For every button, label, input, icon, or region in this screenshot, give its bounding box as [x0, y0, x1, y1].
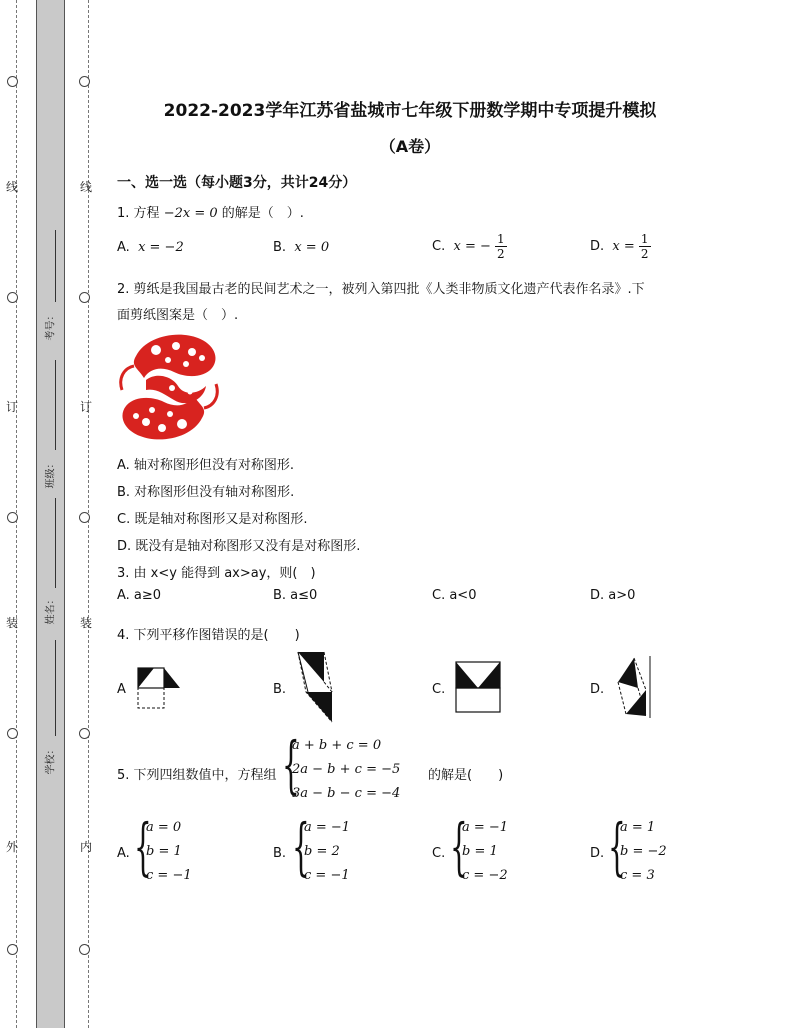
q3-option-c[interactable]: C. a<0: [432, 588, 477, 603]
option-label: C.: [432, 239, 446, 254]
q1-stem-post: 的解是（ ）.: [221, 206, 304, 221]
q1-option-c[interactable]: [432, 232, 507, 261]
equation-system: [292, 734, 400, 806]
q4-option-d-label[interactable]: D.: [590, 682, 605, 697]
gray-binding-band: [36, 0, 65, 1028]
numerator: 1: [640, 232, 649, 246]
q3-option-b[interactable]: B. a≤0: [273, 588, 318, 603]
q5-option-a-label[interactable]: A.: [117, 846, 130, 861]
q4-option-a-label[interactable]: A: [117, 682, 126, 697]
question-3: 3. 由 x<y 能得到 ax>ay，则( ): [117, 566, 316, 581]
equation-line: 3a − b − c = −4: [292, 786, 401, 801]
q3-option-d[interactable]: D. a>0: [590, 588, 636, 603]
question-2-line2: 面剪纸图案是（ ）.: [117, 308, 239, 323]
q5-option-d[interactable]: [620, 816, 667, 888]
binding-hole: [79, 76, 90, 87]
exam-number-field[interactable]: [55, 230, 56, 302]
margin-char: 线: [80, 180, 93, 194]
q4-figure-b[interactable]: [294, 648, 338, 726]
paper-cut-fish-image: [116, 328, 222, 446]
binding-hole: [7, 728, 18, 739]
solution-line: b = 1: [462, 844, 498, 859]
q5-option-b-label[interactable]: B.: [273, 846, 287, 861]
class-label: 班级：: [45, 458, 57, 489]
name-label: 姓名：: [45, 594, 57, 625]
option-text: x = −2: [138, 240, 184, 255]
solution-line: c = 3: [620, 868, 655, 883]
solution-line: b = 1: [146, 844, 182, 859]
q4-figure-d[interactable]: [614, 654, 654, 720]
solution-line: a = −1: [462, 820, 509, 835]
option-text: x =: [612, 239, 639, 254]
solution-line: a = 0: [146, 820, 182, 835]
solution-line: b = −2: [620, 844, 667, 859]
q2-option-b[interactable]: B. 对称图形但没有轴对称图形.: [117, 485, 295, 500]
solution-line: c = −1: [146, 868, 192, 883]
question-4: 4. 下列平移作图错误的是( ): [117, 628, 300, 643]
q4-figure-c[interactable]: [454, 660, 504, 716]
equation-line: a + b + c = 0: [292, 738, 382, 753]
binding-hole: [7, 512, 18, 523]
q1-option-a[interactable]: [117, 240, 184, 255]
solution-line: a = 1: [620, 820, 656, 835]
q1-option-b[interactable]: [273, 240, 329, 255]
q2-option-d[interactable]: D. 既没有是轴对称图形又没有是对称图形.: [117, 539, 361, 554]
q1-equation: −2x = 0: [163, 206, 218, 221]
page-title: 2022-2023学年江苏省盐城市七年级下册数学期中专项提升模拟: [163, 101, 657, 121]
solution-line: b = 2: [304, 844, 340, 859]
q5-stem-post: 的解是( ): [428, 768, 504, 783]
q1-option-d[interactable]: [590, 232, 651, 261]
margin-char: 装: [6, 616, 19, 630]
solution-line: a = −1: [304, 820, 351, 835]
q5-option-b[interactable]: [304, 816, 350, 888]
section-heading: 一、选一选（每小题3分，共计24分）: [117, 175, 357, 191]
q5-option-d-label[interactable]: D.: [590, 846, 605, 861]
option-brace: {: [134, 810, 152, 883]
question-2-line1: 2. 剪纸是我国最古老的民间艺术之一，被列入第四批《人类非物质文化遗产代表作名录》.下: [117, 282, 645, 297]
q4-option-b-label[interactable]: B.: [273, 682, 287, 697]
fraction: [495, 232, 507, 261]
binding-hole: [79, 728, 90, 739]
school-field[interactable]: [55, 640, 56, 736]
solution-line: c = −1: [304, 868, 350, 883]
q4-option-c-label[interactable]: C.: [432, 682, 446, 697]
denominator: 2: [640, 247, 649, 261]
margin-char: 装: [80, 616, 93, 630]
binding-hole: [79, 944, 90, 955]
option-brace: {: [608, 810, 626, 883]
option-label: B.: [273, 240, 287, 255]
q5-option-a[interactable]: [146, 816, 192, 888]
binding-hole: [79, 292, 90, 303]
option-label: D.: [590, 239, 605, 254]
name-field[interactable]: [55, 498, 56, 588]
option-label: A.: [117, 240, 130, 255]
question-5: [117, 764, 277, 783]
question-1: [117, 202, 304, 221]
option-brace: {: [450, 810, 468, 883]
margin-char: 线: [6, 180, 19, 194]
option-text: x = −: [453, 239, 491, 254]
page-subtitle: （A卷）: [379, 137, 441, 156]
school-label: 学校：: [45, 744, 57, 775]
class-field[interactable]: [55, 360, 56, 450]
q5-option-c-label[interactable]: C.: [432, 846, 446, 861]
option-text: x = 0: [294, 240, 330, 255]
binding-hole: [7, 944, 18, 955]
margin-char: 订: [6, 400, 19, 414]
q4-figure-a[interactable]: [134, 664, 184, 712]
margin-char: 外: [6, 840, 19, 854]
numerator: 1: [497, 232, 505, 246]
solution-line: c = −2: [462, 868, 508, 883]
q1-stem-pre: 1. 方程: [117, 206, 160, 221]
q2-option-a[interactable]: A. 轴对称图形但没有对称图形.: [117, 458, 295, 473]
margin-char: 订: [80, 400, 93, 414]
binding-hole: [7, 76, 18, 87]
q3-option-a[interactable]: A. a≥0: [117, 588, 162, 603]
denominator: 2: [497, 247, 505, 261]
q5-option-c[interactable]: [462, 816, 508, 888]
q5-stem-pre: 5. 下列四组数值中，方程组: [117, 768, 277, 783]
fraction: [639, 232, 651, 261]
binding-hole: [79, 512, 90, 523]
binding-hole: [7, 292, 18, 303]
exam-number-label: 考号：: [45, 310, 57, 341]
margin-char: 内: [80, 840, 93, 854]
q2-option-c[interactable]: C. 既是轴对称图形又是对称图形.: [117, 512, 308, 527]
option-brace: {: [292, 810, 310, 883]
equation-line: 2a − b + c = −5: [292, 762, 401, 777]
system-brace: {: [282, 728, 300, 801]
